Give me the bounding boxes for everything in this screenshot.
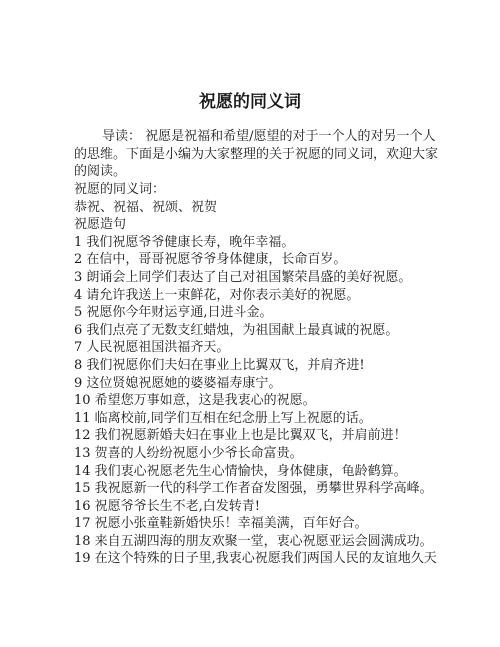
example-sentence: 18 来自五湖四海的朋友欢聚一堂，衷心祝愿亚运会圆满成功。 bbox=[74, 533, 433, 549]
example-sentence: 5 祝愿你今年财运亨通,日进斗金。 bbox=[74, 305, 273, 321]
example-sentence bbox=[74, 568, 438, 586]
example-sentence: 11 临离校前,同学们互相在纪念册上写上祝愿的话。 bbox=[74, 410, 372, 426]
sentences-heading: 祝愿造句 bbox=[74, 217, 127, 233]
document-title: 祝愿的同义词 bbox=[199, 92, 301, 112]
example-sentence: 14 我们衷心祝愿老先生心情愉快，身体健康，龟龄鹤算。 bbox=[74, 463, 407, 479]
example-sentence: 6 我们点亮了无数支红蜡烛，为祖国献上最真诚的祝愿。 bbox=[74, 322, 399, 338]
example-sentence: 7 人民祝愿祖国洪福齐天。 bbox=[74, 340, 230, 356]
example-sentence: 19 在这个特殊的日子里,我衷心祝愿我们两国人民的友谊地久天 bbox=[74, 551, 437, 567]
example-sentence: 13 贺喜的人纷纷祝愿小少爷长命富贵。 bbox=[74, 445, 303, 461]
intro-text: 导读： 祝愿是祝福和希望/愿望的对于一个人的对另一个人的思维。下面是小编为大家整理的关于祝愿的同义词，欢迎大家的阅读。 bbox=[74, 129, 439, 180]
example-sentence: 8 我们祝愿你们夫妇在事业上比翼双飞，并肩齐进! bbox=[74, 357, 365, 373]
example-sentence: 12 我们祝愿新婚夫妇在事业上也是比翼双飞，并肩前进！ bbox=[74, 428, 407, 444]
example-sentence: 2 在信中，哥哥祝愿爷爷身体健康，长命百岁。 bbox=[74, 252, 347, 268]
example-sentence: 3 朗诵会上同学们表达了自己对祖国繁荣昌盛的美好祝愿。 bbox=[74, 269, 412, 285]
example-sentence: 17 祝愿小张童鞋新婚快乐！幸福美满，百年好合。 bbox=[74, 516, 368, 532]
example-sentence: 1 我们祝愿爷爷健康长寿，晚年幸福。 bbox=[74, 234, 295, 250]
example-sentence: 4 请允许我送上一束鲜花，对你表示美好的祝愿。 bbox=[74, 287, 360, 303]
example-sentence: 15 我祝愿新一代的科学工作者奋发图强，勇攀世界科学高峰。 bbox=[74, 481, 433, 497]
content-lines bbox=[74, 181, 438, 586]
example-sentence: 9 这位贤媳祝愿她的婆婆福寿康宁。 bbox=[74, 375, 282, 391]
example-sentence: 10 希望您万事如意，这是我衷心的祝愿。 bbox=[74, 393, 316, 409]
synonyms-heading: 祝愿的同义词： bbox=[74, 182, 166, 197]
example-sentence: 16 祝愿爷爷长生不老,白发转青! bbox=[74, 498, 261, 514]
synonyms-list: 恭祝、祝福、祝颂、祝贺 bbox=[74, 199, 218, 215]
intro-paragraph bbox=[74, 128, 438, 181]
